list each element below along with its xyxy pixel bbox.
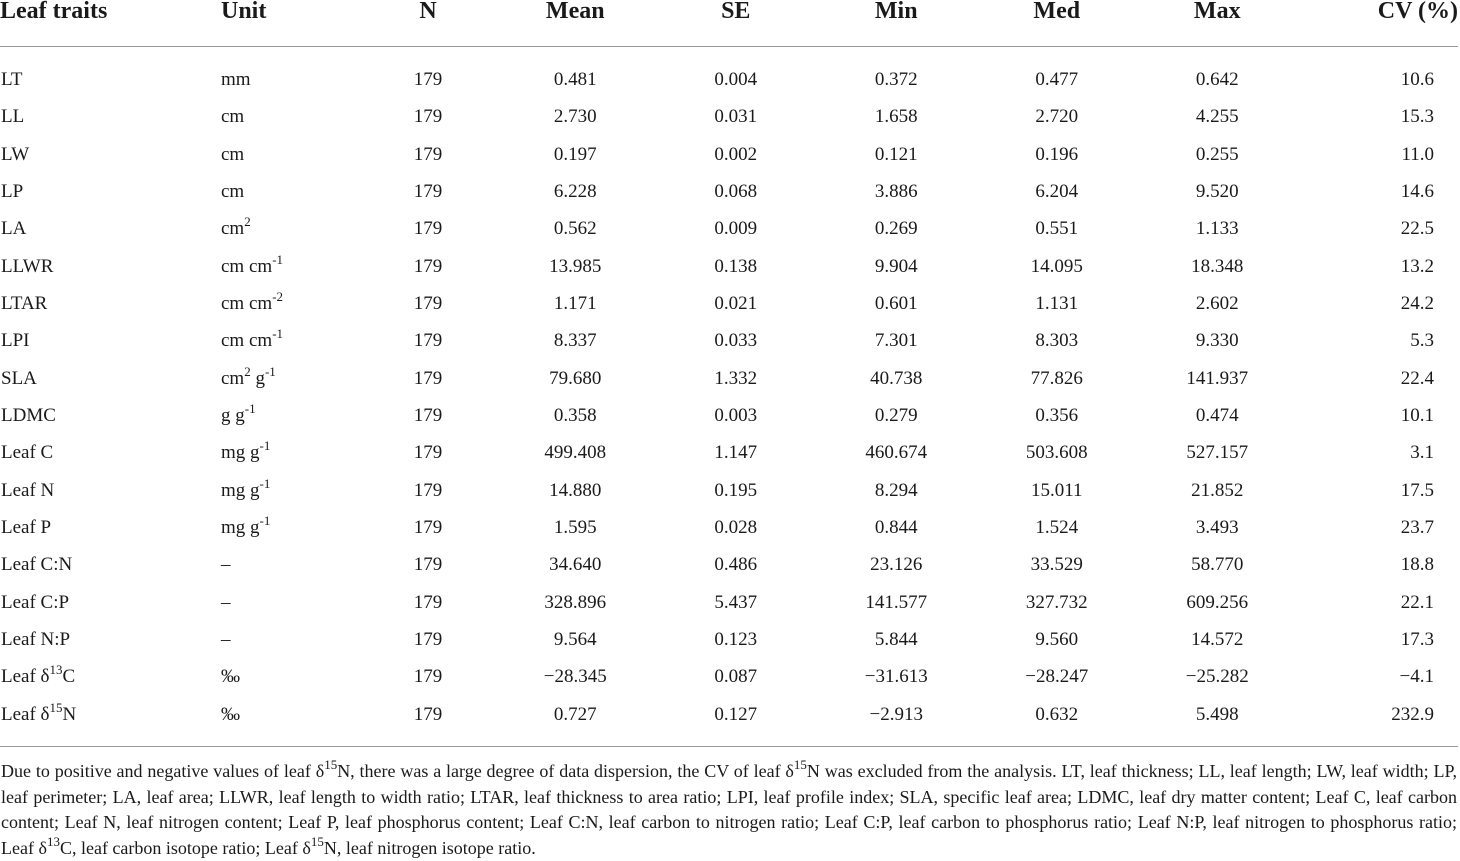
header-leaf-traits: Leaf traits [0,0,205,46]
cell-n: 179 [413,591,443,613]
cell-min: 460.674 [865,442,928,464]
cell-n: 179 [413,330,443,352]
cell-trait [0,323,205,360]
trait-name: LPI [1,330,30,352]
cell-max: 9.330 [1195,330,1239,352]
cell-cv: 10.1 [1400,404,1434,426]
cell-med: 6.204 [1035,180,1079,202]
cell-max: 3.493 [1195,516,1239,538]
unit-text: mm [221,69,251,90]
cell-mean: 8.337 [553,330,597,352]
cell-cv: 22.1 [1400,591,1434,613]
unit-text-second: g [245,442,260,464]
cell-med: 503.608 [1025,442,1088,464]
trait-name: LDMC [1,404,56,426]
cell-trait [0,472,205,509]
cell-mean: 9.564 [553,628,597,650]
unit-text: cm [221,106,245,128]
footnote-superscript: 15 [793,757,807,773]
table-row [0,696,1458,747]
trait-name: Leaf P [1,516,52,538]
cell-max: 527.157 [1186,442,1249,464]
cell-trait [0,547,205,584]
unit-superscript: 2 [244,363,251,379]
cell-unit [205,584,361,621]
cell-se: 0.009 [714,218,758,240]
cell-min: 141.577 [865,591,928,613]
header-se: SE [656,0,817,46]
unit-superscript-second: -1 [272,251,284,267]
table-row [0,360,1458,397]
cell-min: 0.279 [874,404,918,426]
cell-trait [0,435,205,472]
cell-mean: 14.880 [549,479,602,501]
trait-name: LA [1,218,27,240]
footnote-superscript: 15 [310,833,324,849]
cell-cv: 10.6 [1400,69,1434,90]
cell-min: −2.913 [816,696,977,747]
cell-n: 179 [413,442,443,464]
cell-unit [205,397,361,434]
trait-name: Leaf N [1,479,55,501]
trait-superscript: 15 [49,699,63,715]
cell-se: 0.004 [714,69,758,90]
cell-cv: 14.6 [1400,180,1434,202]
unit-superscript-second: -1 [259,475,271,491]
trait-name: Leaf C [1,442,54,464]
cell-mean: 328.896 [544,591,607,613]
cell-unit [205,509,361,546]
cell-med: 0.356 [1035,404,1079,426]
cell-cv: 23.7 [1400,516,1434,538]
table-body [0,46,1458,747]
cell-mean: 1.171 [553,292,597,314]
cell-med: 77.826 [1030,367,1083,389]
unit-text: mg [221,516,246,538]
cell-cv: 15.3 [1400,106,1434,128]
cell-max: 4.255 [1195,106,1239,128]
cell-cv: −4.1 [1399,666,1434,688]
cell-unit [205,211,361,248]
table-row [0,46,1458,99]
cell-min: 1.658 [874,106,918,128]
cell-max: 2.602 [1195,292,1239,314]
unit-superscript-second: -2 [272,288,284,304]
cell-trait [0,397,205,434]
table-row [0,435,1458,472]
cell-n: 179 [413,69,443,90]
cell-se: 0.033 [714,330,758,352]
table-row [0,285,1458,322]
cell-med: 1.524 [1035,516,1079,538]
unit-text: cm [221,367,245,389]
cell-n: 179 [361,696,495,747]
cell-cv: 22.4 [1400,367,1434,389]
cell-unit [205,621,361,658]
trait-name: Leaf N:P [1,628,71,650]
cell-trait [0,248,205,285]
cell-se: 0.127 [656,696,817,747]
trait-name: SLA [1,367,37,389]
cell-unit [205,173,361,210]
unit-text: ‰ [221,666,240,688]
footnote-text: Due to positive and negative values of leaf δ [1,761,325,782]
cell-se: 0.068 [714,180,758,202]
cell-se: 0.087 [714,666,758,688]
table-row [0,621,1458,658]
cell-med: 0.477 [1035,69,1079,90]
cell-min: −31.613 [864,666,928,688]
cell-med: 1.131 [1035,292,1079,314]
cell-se: 1.147 [714,442,758,464]
trait-name: Leaf C:N [1,554,73,576]
cell-n: 179 [413,367,443,389]
cell-med: 33.529 [1030,554,1083,576]
cell-trait [0,173,205,210]
cell-max: 0.642 [1195,69,1239,90]
cell-unit [205,99,361,136]
cell-n: 179 [413,143,443,165]
cell-unit [205,248,361,285]
unit-text-second: cm [244,255,273,277]
cell-min: 5.844 [874,628,918,650]
unit-text: cm [221,292,245,314]
cell-n: 179 [413,292,443,314]
header-row [0,0,1458,46]
cell-min: 8.294 [874,479,918,501]
cell-max: −25.282 [1185,666,1249,688]
table-row [0,323,1458,360]
trait-name: LT [1,69,23,90]
footnote-text: N, there was a large degree of data dispersion, the CV of leaf δ [337,761,794,782]
cell-cv: 22.5 [1400,218,1434,240]
trait-name: LTAR [1,292,48,314]
table-row [0,211,1458,248]
cell-unit [205,285,361,322]
unit-text: mg [221,479,246,501]
unit-text-second: cm [244,292,273,314]
trait-name: LL [1,106,25,128]
trait-suffix: N [62,703,77,725]
cell-trait [0,696,205,747]
cell-unit [205,659,361,696]
cell-trait [0,46,205,99]
cell-min: 0.844 [874,516,918,538]
unit-text-second: g [230,404,245,426]
cell-se: 0.123 [714,628,758,650]
cell-n: 179 [413,106,443,128]
cell-mean: 0.197 [553,143,597,165]
unit-text: – [221,591,231,613]
cell-mean: 499.408 [544,442,607,464]
cell-mean: 0.481 [553,69,597,90]
cell-mean: 0.727 [495,696,656,747]
table-row [0,547,1458,584]
unit-superscript-second: -1 [259,512,271,528]
cell-med: 0.551 [1035,218,1079,240]
trait-name: Leaf δ [1,666,50,688]
cell-mean: 0.562 [553,218,597,240]
header-mean: Mean [495,0,656,46]
cell-cv: 11.0 [1401,143,1434,165]
unit-superscript: 2 [244,214,251,230]
cell-cv: 13.2 [1400,255,1434,277]
cell-n: 179 [413,516,443,538]
cell-n: 179 [413,554,443,576]
unit-text-second: g [245,479,260,501]
header-n: N [361,0,495,46]
cell-max: 58.770 [1191,554,1244,576]
cell-se: 1.332 [714,367,758,389]
cell-min: 0.601 [874,292,918,314]
cell-max: 0.255 [1195,143,1239,165]
cell-unit [205,547,361,584]
cell-mean: 1.595 [553,516,597,538]
cell-n: 179 [413,218,443,240]
table-row [0,173,1458,210]
unit-superscript-second: -1 [264,363,276,379]
table-footnote [0,747,1459,861]
cell-se: 0.003 [714,404,758,426]
trait-superscript: 13 [49,662,63,678]
trait-suffix: C [62,666,76,688]
cell-med: −28.247 [1025,666,1089,688]
cell-n: 179 [413,180,443,202]
cell-n: 179 [413,404,443,426]
cell-n: 179 [413,479,443,501]
cell-min: 0.269 [874,218,918,240]
cell-mean: 79.680 [549,367,602,389]
unit-text: g [221,404,231,426]
cell-min: 0.372 [874,69,918,90]
cell-se: 0.195 [714,479,758,501]
cell-trait [0,659,205,696]
cell-min: 40.738 [870,367,923,389]
footnote-superscript: 13 [46,833,60,849]
cell-mean: 34.640 [549,554,602,576]
cell-cv: 232.9 [1298,696,1459,747]
cell-se: 0.028 [714,516,758,538]
footnote-text: N was excluded from the analysis. LT, leaf thickness; LL, leaf length; LW, leaf width; LP, leaf perimeter; LA, leaf area; LLWR, leaf length to width ratio; LTAR, leaf thickness to area ratio; LPI, leaf profile index; SLA, specific leaf area; LDMC, leaf dry matter content; Leaf C, leaf carbon content; Leaf N, leaf nitrogen content; Leaf P, leaf phosphorus content; Leaf C:N, leaf carbon to nitrogen ratio; Leaf C:P, leaf carbon to phosphorus ratio; Leaf N:P, leaf nitrogen to phosphorus ratio; Leaf δ [1,761,1457,858]
table-row [0,136,1458,173]
cell-unit [205,472,361,509]
unit-text-second: cm [244,330,273,352]
cell-cv: 17.5 [1400,479,1434,501]
cell-n: 179 [413,666,443,688]
table-row [0,659,1458,696]
cell-unit [205,360,361,397]
trait-name: LW [1,143,30,165]
cell-mean: −28.345 [543,666,607,688]
cell-med: 2.720 [1035,106,1079,128]
cell-cv: 24.2 [1400,292,1434,314]
cell-med: 0.632 [977,696,1138,747]
table-row [0,472,1458,509]
unit-superscript-second: -1 [272,326,284,342]
cell-trait [0,584,205,621]
cell-med: 14.095 [1030,255,1083,277]
cell-trait [0,136,205,173]
cell-max: 141.937 [1186,367,1249,389]
cell-min: 23.126 [870,554,923,576]
cell-se: 0.021 [714,292,758,314]
cell-cv: 17.3 [1400,628,1434,650]
cell-trait [0,360,205,397]
table-row [0,248,1458,285]
cell-unit [205,696,361,747]
cell-mean: 2.730 [553,106,597,128]
footnote-superscript: 15 [324,757,338,773]
unit-text: cm [221,255,245,277]
cell-cv: 18.8 [1400,554,1434,576]
unit-text: cm [221,180,245,202]
cell-max: 5.498 [1137,696,1298,747]
cell-se: 0.138 [714,255,758,277]
unit-text-second: g [245,516,260,538]
cell-med: 327.732 [1025,591,1088,613]
cell-unit [205,435,361,472]
cell-med: 15.011 [1030,479,1083,501]
cell-max: 0.474 [1195,404,1239,426]
cell-unit [205,136,361,173]
cell-cv: 5.3 [1410,330,1434,352]
cell-max: 1.133 [1195,218,1239,240]
cell-n: 179 [413,255,443,277]
table-row [0,99,1458,136]
unit-superscript-second: -1 [259,438,271,454]
cell-mean: 6.228 [553,180,597,202]
cell-min: 9.904 [874,255,918,277]
cell-min: 3.886 [874,180,918,202]
footnote-text: N, leaf nitrogen isotope ratio. [323,837,536,858]
header-med: Med [977,0,1138,46]
cell-n: 179 [413,628,443,650]
trait-name: LLWR [1,255,54,277]
cell-se: 5.437 [714,591,758,613]
cell-max: 9.520 [1195,180,1239,202]
cell-min: 0.121 [874,143,918,165]
footnote-text: C, leaf carbon isotope ratio; Leaf δ [59,837,311,858]
cell-min: 7.301 [874,330,918,352]
unit-text: cm [221,330,245,352]
cell-se: 0.486 [714,554,758,576]
cell-trait [0,211,205,248]
unit-text: – [221,554,231,576]
cell-trait [0,509,205,546]
header-min: Min [816,0,977,46]
table-row [0,509,1458,546]
unit-text: – [221,628,231,650]
unit-text: cm [221,218,245,240]
cell-trait [0,99,205,136]
unit-superscript-second: -1 [244,400,256,416]
trait-name: Leaf C:P [1,591,70,613]
cell-med: 9.560 [1035,628,1079,650]
cell-mean: 13.985 [549,255,602,277]
table-row [0,397,1458,434]
cell-max: 14.572 [1191,628,1244,650]
cell-med: 8.303 [1035,330,1079,352]
cell-mean: 0.358 [553,404,597,426]
cell-med: 0.196 [1035,143,1079,165]
cell-unit [205,46,361,99]
cell-se: 0.031 [714,106,758,128]
unit-text-second: g [250,367,265,389]
unit-text: ‰ [221,703,240,725]
unit-text: mg [221,442,246,464]
cell-unit [205,323,361,360]
cell-max: 18.348 [1191,255,1244,277]
cell-cv: 3.1 [1410,442,1434,464]
cell-trait [0,621,205,658]
header-max: Max [1137,0,1298,46]
table-row [0,584,1458,621]
cell-se: 0.002 [714,143,758,165]
cell-max: 609.256 [1186,591,1249,613]
unit-text: cm [221,143,245,165]
cell-max: 21.852 [1191,479,1244,501]
trait-name: LP [1,180,24,202]
cell-trait [0,285,205,322]
trait-name: Leaf δ [1,703,50,725]
header-cv: CV (%) [1298,0,1459,46]
header-unit: Unit [205,0,361,46]
